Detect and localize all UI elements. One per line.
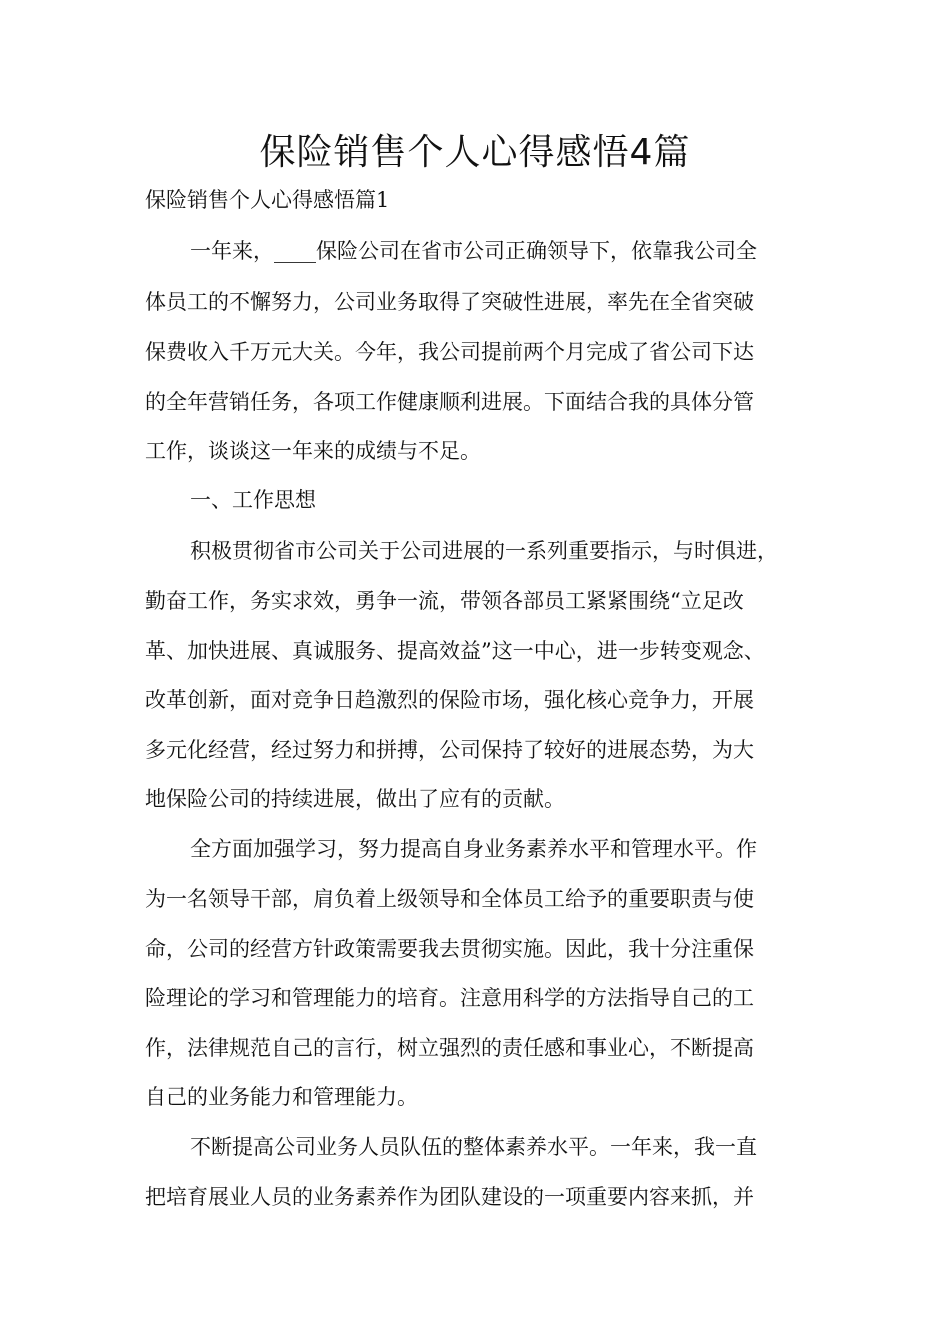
paragraph-line: 为一名领导干部，肩负着上级领导和全体员工给予的重要职责与使 [145, 887, 754, 911]
paragraph-line: 一年来，____保险公司在省市公司正确领导下，依靠我公司全 [190, 239, 757, 263]
paragraph-line: 全方面加强学习，努力提高自身业务素养水平和管理水平。作 [190, 837, 757, 861]
paragraph-line: 工作，谈谈这一年来的成绩与不足。 [145, 439, 481, 463]
paragraph-line: 不断提高公司业务人员队伍的整体素养水平。一年来，我一直 [190, 1135, 757, 1159]
paragraph-line: 勤奋工作，务实求效，勇争一流，带领各部员工紧紧围绕“立足改 [145, 589, 744, 613]
paragraph-line: 自己的业务能力和管理能力。 [145, 1085, 418, 1109]
paragraph-line: 命，公司的经营方针政策需要我去贯彻实施。因此，我十分注重保 [145, 937, 754, 961]
section-heading: 一、工作思想 [190, 488, 316, 512]
paragraph-line: 改革创新，面对竞争日趋激烈的保险市场，强化核心竞争力，开展 [145, 688, 754, 712]
document-title: 保险销售个人心得感悟4篇 [259, 132, 691, 173]
paragraph-line: 作，法律规范自己的言行，树立强烈的责任感和事业心，不断提高 [145, 1036, 754, 1060]
paragraph-line: 积极贯彻省市公司关于公司进展的一系列重要指示，与时俱进， [190, 539, 778, 563]
paragraph-line: 险理论的学习和管理能力的培育。注意用科学的方法指导自己的工 [145, 986, 754, 1010]
paragraph-line: 的全年营销任务，各项工作健康顺利进展。下面结合我的具体分管 [145, 390, 754, 414]
paragraph-line: 保费收入千万元大关。今年，我公司提前两个月完成了省公司下达 [145, 340, 754, 364]
paragraph-line: 地保险公司的持续进展，做出了应有的贡献。 [145, 787, 565, 811]
paragraph-line: 革、加快进展、真诚服务、提高效益”这一中心，进一步转变观念、 [145, 639, 765, 663]
paragraph-line: 多元化经营，经过努力和拼搏，公司保持了较好的进展态势，为大 [145, 738, 754, 762]
paragraph-line: 把培育展业人员的业务素养作为团队建设的一项重要内容来抓，并 [145, 1185, 754, 1209]
paragraph-line: 体员工的不懈努力，公司业务取得了突破性进展，率先在全省突破 [145, 290, 754, 314]
section-subtitle: 保险销售个人心得感悟篇1 [145, 188, 390, 212]
